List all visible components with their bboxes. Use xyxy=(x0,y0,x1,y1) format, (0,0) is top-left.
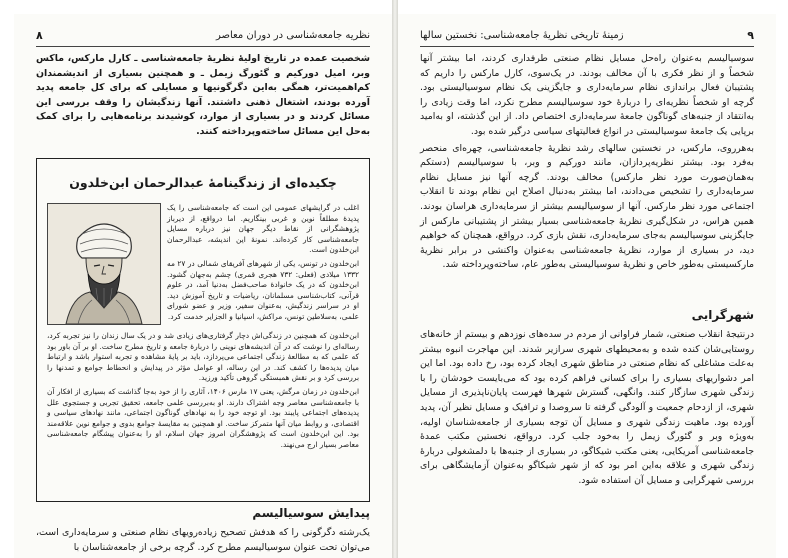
biography-paragraph-2: ابن‌خلدون در تونس، یکی از شهرهای آفریقای شمالی در ۲۷ مه ۱۳۳۲ میلادی (فعلی: ۷۳۲ هجری قمری) چشم به‌جهان گشود. ابن‌خلدون که در یک خانوادهٔ صاحب‌فضل به‌دنیا آمد، در علوم قرآنی، کتاب‌شناسی مسلمانان، ریاضیات و تاریخ آموزش دید. او در سراسر زندگیش، به‌عنوان سفیر، وزیر و عضو شورای علمی، به‌سلاطین تونس، مراکش، اسپانیا و الجزایر خدمت کرد. xyxy=(167,258,360,321)
left-page-number: ۸ xyxy=(36,29,43,42)
biography-paragraph-4: ابن‌خلدون در زمان مرگش، یعنی ۱۷ مارس ۱۴۰۶، آثاری را از خود به‌جا گذاشت که بسیاری از افکار آن با جامعه‌شناسی معاصر وجه اشتراک دارند. او به‌بررسی علمی جامعه، تحقیق تجربی و جستجوی علل پدیده‌های اجتماعی پایبند بود. او توجه خود را به نهادهای گوناگون اجتماعی، مانند نهادهای سیاسی و اقتصادی، و روابط میان آنها متمرکز ساخت. او همچنین به مقایسهٔ جوامع بدوی و جوامع نوین علاقه‌مند بود. این ابن‌خلدون است که پژوهشگران امروز جهان اسلام، او را به‌عنوان پیشگام جامعه‌شناسی معاصر بسیار ارج می‌نهند. xyxy=(47,386,359,449)
urbanism-paragraph: درنتیجهٔ انقلاب صنعتی، شمار فراوانی از مردم در سده‌های نوزدهم و بیستم از خانه‌های روستایی‌شان کنده شده و به‌محیطهای شهری سرازیر شدند. این مهاجرت انبوه بیشتر به‌علت مشاغلی که نظام صنعتی در مناطق شهری ایجاد کرده بود، رخ داده بود. اما این امر دشواریهای بسیاری را برای کسانی فراهم کرده بود که می‌بایست خودشان را با زندگی شهری سازگار کنند. وانگهی، گسترش شهرها فهرست پایان‌ناپذیری از مسایل شهری، از ازدحام جمعیت و آلودگی گرفته تا سروصدا و ترافیک و مسایل نظیر آن، پدید آورده بود. ماهیت زندگی شهری و مسایل آن توجه بسیاری از جامعه‌شناسان اولیه، به‌ویژه وبر و گئورگ زیمل را به‌خود جلب کرد. درواقع، نخستین مکتب عمدهٔ جامعه‌شناسی آمریکایی، یعنی مکتب شیکاگو، در بسیاری از جنبه‌ها با دلمشغولی دربارهٔ زندگی شهری و علاقه به‌این امر بود که از شهر شیکاگو به‌عنوان آزمایشگاهی برای بررسی شهرگرایی و مسایل آن استفاده شود. xyxy=(420,329,754,486)
right-paragraph-2: به‌هرروی، مارکس، در نخستین سالهای رشد نظریهٔ جامعه‌شناسی، چهره‌ای منحصر به‌فرد بود. بیشتر نظریه‌پردازان، مانند دورکیم و وبر، با سوسیالیسم (دستکم به‌همان‌صورت مورد نظر مارکس) مخالف بودند. گرچه آنها نیز مسایل نظام سرمایه‌داری را تشخیص می‌دادند، اما بیشتر به‌دنبال اصلاح این نظام بودند تا انقلاب اجتماعی مورد نظر مارکس. آنها از سوسیالیسم بیشتر از سرمایه‌داری هراسان بودند. همین هراس، در شکل‌گیری نظریهٔ جامعه‌شناسی بسیار بیشتر از پشتیبانی مارکس از جایگزینی سوسیالیسم به‌جای سرمایه‌داری، نقش بازی کرد. درواقع، همچنان که خواهیم دید، در بسیاری از موارد، نظریهٔ جامعه‌شناسی به‌عنوان واکنشی در برابر نظریهٔ مارکسیستی به‌طور خاص و نظریهٔ سوسیالیستی به‌طور عام، ساخته‌وپرداخته شد. xyxy=(420,142,754,271)
socialism-section xyxy=(36,506,370,555)
left-page xyxy=(14,14,392,558)
left-running-title: نظریه جامعه‌شناسی در دوران معاصر xyxy=(215,30,370,41)
biography-box xyxy=(36,158,370,502)
socialism-heading: پیدایش سوسیالیسم xyxy=(252,506,370,520)
biography-paragraph-3: ابن‌خلدون که همچنین در زندگی‌اش دچار گرفتاری‌های زیادی شد و در یک سال زندان را نیز تجربه کرد، رساله‌ای را نوشت که در آن اندیشه‌های نوینی را دربارهٔ جامعه و تاریخ مطرح ساخت. او بر آن باور بود که علمی که به مطالعهٔ زندگی اجتماعی می‌پردازد، باید بر پایهٔ مشاهده و تجربه استوار باشد و ارتباط میان پدیده‌ها را کشف کند. در این رساله، او عوامل مؤثر در پیدایش و انحطاط جوامع و تمدنها را بررسی کرد و بر نقش همبستگی گروهی تأکید ورزید. xyxy=(47,331,359,383)
biography-text-bottom xyxy=(47,331,359,454)
biography-paragraph-1: اغلب در گرایشهای عمومی این است که جامعه‌شناسی را یک پدیدهٔ مطلقاً نوین و غربی بینگاریم. اما درواقع، از دیرباز پژوهشگرانی از نقاط دیگر جهان نیز درباره مسایل جامعه‌شناسی کار کرده‌اند. نمونهٔ این اندیشه، عبدالرحمان ابن‌خلدون است. xyxy=(167,203,359,255)
right-page-number: ۹ xyxy=(747,29,754,42)
right-paragraph-1: سوسیالیسم به‌عنوان راه‌حل مسایل نظام صنعتی طرفداری کردند، اما بیشتر آنها شخصاً و از نظر فکری با آن مخالف بودند. در یک‌سوی، کارل مارکس را داریم که پشتیبان فعال براندازی نظام سرمایه‌داری و جایگزینی یک نظام سوسیالیستی بود. گرچه او شخصاً نظریه‌ای را دربارهٔ خود سوسیالیسم مطرح نکرد، اما وقت زیادی را به‌انتقاد از جنبه‌های گوناگون جامعهٔ سرمایه‌داری اختصاص داد. از این گذشته، او به‌امید برپایی یک جامعهٔ سوسیالیستی در انواع فعالیتهای سیاسی درگیر شده بود. xyxy=(420,53,754,137)
urbanism-heading: شهرگرایی xyxy=(691,308,754,322)
intro-paragraph: شخصیت عمده در تاریخ اولیهٔ نظریهٔ جامعه‌شناسی ـ کارل مارکس، ماکس وبر، امیل دورکیم و گئورگ زیمل ـ و همچنین بسیاری از اندیشمندان کم‌اهمیت‌تر، همگی به‌این دگرگونیها و مسایلی که برای کل جامعه پدید آورده بودند، اشتغال ذهنی داشتند. آنها زندگیشان را وقف بررسی این مسائل کردند و در بسیاری از موارد، کوشیدند برنامه‌هایی را برای کمک به‌حل این مسائل ساخته‌وپرداخته کنند. xyxy=(36,53,370,137)
urbanism-section xyxy=(420,308,754,489)
left-running-head xyxy=(36,28,370,47)
left-intro-block xyxy=(36,52,370,140)
right-page xyxy=(398,14,776,558)
socialism-paragraph: یک‌رشته دگرگونی را که هدفش تصحیح زیاده‌رویهای نظام صنعتی و سرمایه‌داری است، می‌توان تحت عنوان سوسیالیسم مطرح کرد. گرچه برخی از جامعه‌شناسان با xyxy=(36,527,370,553)
biography-text-top xyxy=(167,203,359,326)
right-running-head xyxy=(420,28,754,47)
biography-box-title: چکیده‌ای از زندگینامهٔ عبدالرحمان ابن‌خلدون xyxy=(69,175,337,190)
ibn-khaldun-portrait xyxy=(47,203,161,325)
right-body-top xyxy=(420,52,754,273)
right-running-title: زمینهٔ تاریخی نظریهٔ جامعه‌شناسی: نخستین سالها xyxy=(420,30,624,41)
